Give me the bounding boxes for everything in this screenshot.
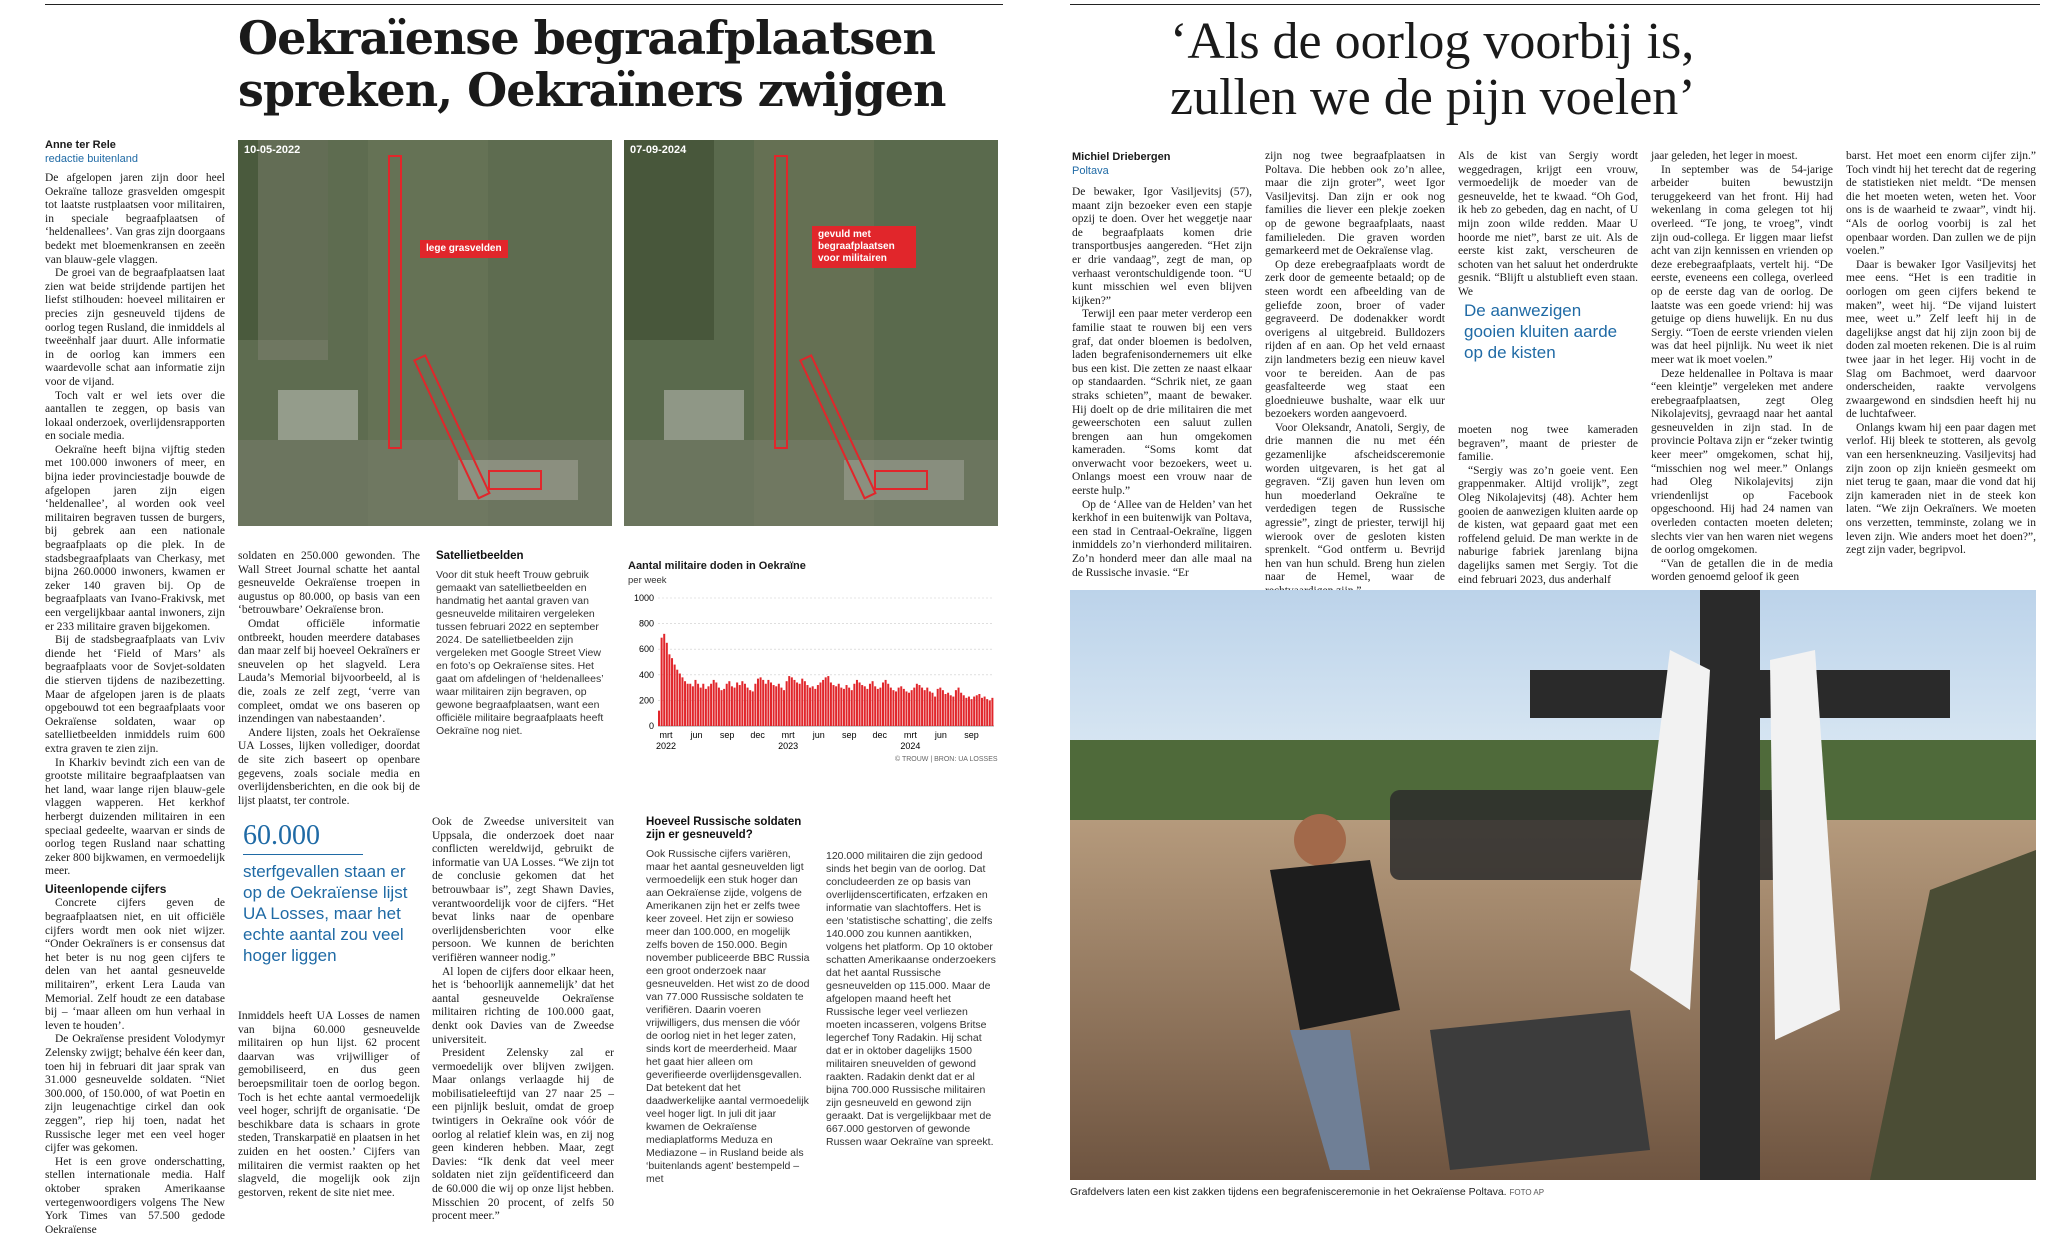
bar <box>671 658 673 726</box>
bar <box>978 694 980 726</box>
paragraph: Onlangs kwam hij een paar dagen met verlof. Hij bleek te stotteren, als gevolg van een hersenkneuzing. Vasiljevitsj had zijn zoon op zijn knieën gesmeekt om niet terug te gaan, maar die vond dat hij zijn kameraden niet in de steek kon laten. “We zijn Oekraïners. We moeten ons verzetten, temminste, zolang we in leven zijn. Wie anders moet het doen?”, zegt zijn vader, begripvol. <box>1846 421 2036 557</box>
photo-credit: FOTO AP <box>1509 1188 1545 1197</box>
article-column-2 <box>1265 150 1445 584</box>
x-tick-label: sep <box>964 730 979 740</box>
bar <box>718 688 720 726</box>
bar <box>879 688 881 726</box>
bar <box>960 693 962 726</box>
author-role: redactie buitenland <box>45 153 138 165</box>
bar <box>984 697 986 726</box>
paragraph: Toch valt er wel iets over die aantallen te zeggen, op basis van lokaal onderzoek, overlijdensrapporten en sociale media. <box>45 389 225 443</box>
paragraph: Het is een grove onderschatting, stellen internationale media. Half oktober spraken Amerikaanse vertegenwoordigers volgens The New York Times van 57.500 gedode Oekraïense <box>45 1155 225 1236</box>
bar <box>887 684 889 726</box>
bar <box>702 684 704 726</box>
bar <box>856 680 858 726</box>
bar <box>885 680 887 726</box>
bar <box>700 688 702 726</box>
bar <box>687 684 689 726</box>
bar <box>692 686 694 726</box>
paragraph: In september was de 54-jarige arbeider buiten bewustzijn teruggekeerd van het front. Hij had wekenlang in coma gelegen tot hij overleed. “Te jong, te vroeg”, vindt zijn oud-collega. Er liggen maar liefst acht van zijn kennissen en vrienden op deze erebegraafplaats, vertelt hij. “De eerste, eveneens een collega, overleed op de eerste dag van de oorlog. De laatste was een goede vriend: hij was getuige op diens huwelijk. En nu dus Sergiy. “Toen de eerste vrienden vielen was dat heel pijnlijk. Nu weet ik niet meer wat ik moet voelen.” <box>1651 163 1833 366</box>
article-column-3 <box>432 816 614 1223</box>
paragraph: moeten nog twee kameraden begraven”, maant de priester de familie. <box>1458 424 1638 464</box>
bar <box>710 684 712 726</box>
bar <box>721 690 723 726</box>
bar <box>905 691 907 726</box>
bar <box>976 695 978 726</box>
image-date: 07-09-2024 <box>630 144 687 156</box>
x-tick-label: mrt 2023 <box>778 730 799 751</box>
bar <box>916 684 918 726</box>
bar <box>723 689 725 726</box>
bar <box>937 689 939 726</box>
x-tick-label: mrt 2022 <box>655 730 677 751</box>
bar <box>757 679 759 726</box>
sidebar-title: Hoeveel Russische soldaten zijn er gesneuveld? <box>646 816 802 841</box>
bar <box>846 685 848 726</box>
author-location: Poltava <box>1072 165 1109 177</box>
pull-quote-text: sterfgevallen staan er op de Oekraïense lijst UA Losses, maar het echte aantal zou veel hoger liggen <box>243 862 408 965</box>
article-column-3 <box>1458 150 1638 298</box>
paragraph: Andere lijsten, zoals het Oekraïense UA Losses, lijken vollediger, doordat de site zich baseert op openbare gegevens, zoals sociale media en overlijdensberichten, en die ook bij de lijst plaatst, ter controle. <box>238 726 420 807</box>
bar <box>840 688 842 726</box>
bar <box>783 690 785 726</box>
bar <box>947 693 949 726</box>
bar <box>861 685 863 726</box>
highlight-strip <box>774 155 788 449</box>
article-column-4 <box>1651 150 1833 584</box>
bar <box>859 682 861 726</box>
paragraph: Voor Oleksandr, Anatoli, Sergiy, de drie mannen die nu met één gezamenlijke afscheidsceremonie worden uitgevaren, is het gat al gegraven. “Zij gaven hun leven om hun moederland Oekraïne te verdedigen tegen de Russische agressie”, zingt de priester, terwijl hij wierook over de gesloten kisten sprenkelt. “God ontferm u. Bevrijd hen van hun schuld. Breng hun zielen naar de Hemel, waar de <box>1265 421 1445 584</box>
bar <box>739 685 741 726</box>
sidebar-box-russia-a <box>646 816 810 1192</box>
bar <box>971 699 973 726</box>
y-tick-label: 600 <box>638 644 654 655</box>
bar <box>911 690 913 726</box>
bar <box>851 690 853 726</box>
bar <box>765 684 767 726</box>
article-column-3b <box>1458 424 1638 586</box>
bar <box>752 691 754 726</box>
paragraph: soldaten en 250.000 gewonden. The Wall Street Journal schatte het aantal gesneuvelde Oekraïense troepen in augustus op 80.000, op basis van een ‘betrouwbare’ Oekraïense bron. <box>238 550 420 617</box>
x-tick-label: jun <box>934 730 947 740</box>
bar <box>689 684 691 726</box>
bar <box>958 688 960 726</box>
bar <box>869 684 871 726</box>
paragraph: President Zelensky zal er vermoedelijk over blijven zwijgen. Maar onlangs verlaagde hij de mobilisatieleeftijd van 27 naar 25 – een pijnlijk besluit, omdat de groep twintigers in Oekraïne ook vóór de oorlog al relatief klein was, en zij nog geen kinderen hebben. Maar, zegt Davies: “Ik denk dat veel meer soldaten niet zijn geïdentificeerd dan de 60.000 die wij op onze lijst hebben. Misschien 20 procent, of zelfs 50 procent meer.” <box>432 1047 614 1223</box>
paragraph: De bewaker, Igor Vasiljevitsj (57), maant zijn bezoeker even een stapje opzij te doen. Over het weggetje naar de begraafplaats komen drie transportbusjes aangereden. “Het zijn er drie vandaag”, zegt de man, op verhaast verontschuldigende toon. “U kunt misschien wel even blijven kijken?” <box>1072 186 1252 307</box>
sidebar-text: 120.000 militairen die zijn gedood sinds het begin van de oorlog. Dat concludeerden ze op basis van overlijdenscertificaten, erfzaken en informatie van slachtoffers. Het is een ‘statistische schatting’, die zelfs 140.000 zou kunnen aantikken, volgens het platform. Op 10 oktober schatten Amerikaanse onderzoekers dat het aantal Russische gesneuvelden op 115.000. Maar de afgelopen maand heeft het Russische leger veel verliezen moeten incasseren, volgens Britse legerchef Tony Radakin. Hij schat dat er in oktober dagelijks 1500 militairen sneuvelden of gewond raakten. Radakin denkt dat er al bijna 700.000 Russische militairen zijn gesneuveld en gewond zijn geraakt. Dat is vergelijkbaar met de 667.000 gestorven of gewonde Russen waar Oekraïne van spreekt. <box>826 850 996 1148</box>
bar <box>684 681 686 726</box>
sidebar-text: Ook Russische cijfers variëren, maar het aantal gesneuvelden ligt vermoedelijk een stuk hoger dan aan Oekraïense zijde, volgens de Amerikanen zijn het er zelfs twee keer zoveel. Het zijn er sowieso meer dan 100.000, en mogelijk zelfs boven de 150.000. Begin november publiceerde BBC Russia een groot onderzoek naar gesneuvelden. Het wist zo de dood van 77.000 Russische soldaten te verifiëren. Daarin voeren vrijwilligers, dus mensen die vóór de oorlog niet in het leger zaten, sinds kort de meerderheid. Maar het gaat hier alleen om geverifieerde overlijdensgevallen. Dat betekent dat het daadwerkelijke aantal vermoedelijk veel hoger ligt. In juli dit jaar kwamen de Oekraïense mediaplatforms Meduza en Mediazone – in Rusland beide als ‘buitenlands agent’ bestempeld – met <box>646 848 810 1185</box>
bar <box>801 679 803 726</box>
chart-title: Aantal militaire doden in Oekraïne <box>628 560 806 572</box>
author-name: Michiel Driebergen <box>1072 151 1171 163</box>
x-tick-label: jun <box>812 730 825 740</box>
bar <box>812 686 814 726</box>
bar <box>804 681 806 726</box>
headline-line-1: ‘Als de oorlog voorbij is, <box>1170 13 1695 70</box>
article-column-5 <box>1846 150 2036 572</box>
bar <box>898 688 900 726</box>
bar <box>676 670 678 726</box>
y-tick-label: 400 <box>638 669 654 680</box>
page-gutter <box>1010 0 1030 1205</box>
satellite-image-after <box>624 140 998 526</box>
x-tick-label: sep <box>842 730 857 740</box>
bar <box>903 689 905 726</box>
bar <box>838 684 840 726</box>
paragraph: Omdat officiële informatie ontbreekt, houden meerdere databases dan maar zelf bij hoeveel Oekraïners er sneuvelen op het slagveld. Lera Lauda’s Memorial bijvoorbeeld, al is die, zoals ze zelf zegt, ‘verre van compleet, omdat we ons baseren op inzendingen van nabestaanden’. <box>238 617 420 726</box>
paragraph: jaar geleden, het leger in moest. <box>1651 150 1798 162</box>
paragraph: De afgelopen jaren zijn door heel Oekraïne talloze grasvelden omgespit tot laatste rustplaatsen voor militairen, in speciale begraafplaatsen of ‘heldenallees’. Van gras zijn doorgaans bedekt met bloemenkransen en zeeën van blauw-gele vlaggen. <box>45 172 226 266</box>
left-byline <box>45 138 225 166</box>
bar <box>788 676 790 726</box>
bar <box>747 688 749 726</box>
x-tick-label: jun <box>690 730 703 740</box>
annotation-label: lege grasvelden <box>420 240 508 258</box>
bar <box>825 677 827 726</box>
paragraph: Bij de stadsbegraafplaats van Lviv diende het ‘Field of Mars’ als begraafplaats voor de Sovjet-soldaten die stierven tijdens de nazibezetting. Maar de afgelopen jaren is de plaats opgebouwd tot een begraafplaats voor Oekraïense soldaten, waar op satellietbeelden inmiddels ruim 600 extra graven te zien zijn. <box>45 634 225 755</box>
paragraph: zijn nog twee begraafplaatsen in Poltava. Die hebben ook zo’n allee, maar die zijn groter”, weet Igor Vasiljevitsj. Dan zijn er ook nog families die liever een plekje zoeken op de gewone begraafplaats, naast familieleden. Die graven worden gemarkeerd met de Oekraïense vlag. <box>1265 150 1445 258</box>
bar <box>827 676 829 726</box>
funeral-photo <box>1070 590 2036 1180</box>
top-rule <box>45 4 1003 5</box>
bar <box>945 694 947 726</box>
right-headline <box>1170 14 1990 126</box>
sidebar-box-russia-b <box>826 850 996 1190</box>
article-column-1 <box>45 172 226 1236</box>
bar <box>864 686 866 726</box>
bar <box>791 677 793 726</box>
bar <box>726 684 728 726</box>
bar <box>989 700 991 726</box>
image-date: 10-05-2022 <box>244 144 301 156</box>
paragraph: Inmiddels heeft UA Losses de namen van bijna 60.000 gesneuvelde militairen op hun lijst. 62 procent daarvan was vrijwilliger of gemobiliseerd, en dus geen beroepsmilitair toen de oorlog begon. Toch is het echte aantal vermoedelijk veel hoger, schrijft de organisatie. ‘De beschikbare data is schaars in grote steden, Transkarpatië en plaatsen in het zuiden en het oosten.’ Cijfers van militairen die vermist raakten op het slagveld, die mogelijk ook zijn gestorven, rekent de site niet mee. <box>238 1010 420 1199</box>
bar <box>749 690 751 726</box>
bar <box>991 698 993 726</box>
bar <box>744 684 746 726</box>
chart-subtitle: per week <box>628 575 667 586</box>
left-page <box>0 0 1010 1236</box>
bar <box>767 680 769 726</box>
bar <box>734 688 736 726</box>
paragraph: Ook de Zweedse universiteit van Uppsala, die onderzoek doet naar conflicten wereldwijd, gebruikt de informatie van UA Losses. “We zijn tot de conclusie gekomen dat het betrouwbaar is”, zegt Shawn Davies, verantwoordelijk voor de cijfers. “Het bevat links naar de openbare overlijdensberichten voor elke persoon. We kunnen de berichten verifiëren wanneer nodig.” <box>432 816 614 964</box>
bar <box>770 682 772 726</box>
photo-illustration <box>1070 590 2036 1180</box>
right-page <box>1030 0 2060 1205</box>
bar <box>950 695 952 726</box>
paragraph: Op de ‘Allee van de Helden’ van het kerkhof in een buitenwijk van Poltava, een stad in Centraal-Oekraïne, liggen inmiddels zo’n vierhonderd militairen. Zo’n honderd meer dan alle maal na de Russische invasie. “Er <box>1072 498 1252 579</box>
bar <box>713 680 715 726</box>
satellite-image-before <box>238 140 612 526</box>
bar <box>806 685 808 726</box>
bar <box>877 689 879 726</box>
bar <box>668 654 670 726</box>
bar <box>707 686 709 726</box>
bar <box>918 685 920 726</box>
annotation-label: gevuld met begraafplaatsen voor militairen <box>812 226 916 268</box>
article-column-2 <box>238 550 420 812</box>
paragraph: Al lopen de cijfers door elkaar heen, het is ‘behoorlijk aannemelijk’ dat het aantal gesneuvelde Oekraïense militairen richting de 100.000 gaat, denkt ook Davies van de Zweedse universiteit. <box>432 965 614 1046</box>
satellite-texture <box>624 140 998 526</box>
bar <box>908 693 910 726</box>
bar <box>890 688 892 726</box>
bar <box>666 643 668 726</box>
bar <box>731 686 733 726</box>
bar <box>778 684 780 726</box>
bar <box>663 634 665 726</box>
bar <box>874 686 876 726</box>
bar <box>809 688 811 726</box>
satellite-texture <box>238 140 612 526</box>
paragraph: Op deze erebegraafplaats wordt de zerk door de gemeente betaald; op de steen wordt een afbeelding van de geliefde zoon, broer of vader gegraveerd. De dodenakker wordt overigens al uitgebreid. Bulldozers rijden af en aan. Op het veld ernaast zijn landmeters bezig een nieuw kavel voor te bereiden. Aan de pas geasfalteerde weg staat een gloednieuwe bushalte, waar elk uur bezoekers worden aangevoerd. <box>1265 258 1445 421</box>
bar <box>681 677 683 726</box>
paragraph: Oekraïne heeft bijna vijftig steden met 100.000 inwoners of meer, en bijna ieder provinciestadje bouwde de afgelopen jaren zijn eigen ‘heldenallee’, al worden ook veel militairen begraven tussen de burgers, bij gebrek aan een nationale begraafplaats op die plek. In de stadsbegraafplaats van Cherkasy, met bijna 260.0000 inwoners, kwamen er zeker 140 graven bij. Op de begraafplaats van Ivano-Frakivsk, met een vergelijkbaar aantal inwoners, zijn er 233 militaire graven bijgekomen. <box>45 443 225 633</box>
bar <box>736 682 738 726</box>
pull-quote <box>243 820 415 966</box>
paragraph: Als de kist van Sergiy wordt weggedragen, krijgt een vrouw, vermoedelijk de moeder van de gesneuvelde, het te kwaad. “Oh God, ik heb zo gebeden, dag en nacht, of U mijn zoon wilde redden. Maar U hoorde me niet”, barst ze uit. Als de eerste kist zakt, verscheuren de schoten van het saluut het onderdrukte gesnik. “Blijft u alstublieft even staan. We <box>1458 150 1638 298</box>
author-name: Anne ter Rele <box>45 139 116 151</box>
bar <box>679 674 681 726</box>
article-column-1 <box>1072 186 1252 579</box>
bar <box>963 695 965 726</box>
top-rule <box>1070 4 2040 5</box>
left-headline <box>238 12 998 116</box>
bar <box>822 680 824 726</box>
paragraph: De Oekraïense president Volodymyr Zelensky zwijgt; behalve één keer dan, toen hij in februari dit jaar sprak van 31.000 gesneuvelde soldaten. “Niet 300.000, of 150.000, of wat Poetin en zijn leugenachtige cirkel dan ook zeggen”, riep hij toen, nadat het Russische leger met een veel hoger cijfer was gekomen. <box>45 1033 225 1155</box>
bar <box>892 690 894 726</box>
bar <box>728 681 730 726</box>
sidebar-title: Satellietbeelden <box>436 550 524 562</box>
bar <box>715 682 717 726</box>
bar <box>773 685 775 726</box>
bar <box>658 711 660 726</box>
highlight-strip <box>488 470 542 490</box>
bar <box>973 697 975 726</box>
paragraph: Concrete cijfers geven de begraafplaatsen niet, en uit officiële cijfers wordt men ook niet wijzer. “Onder Oekraïners is er consensus dat het beter is nu nog geen cijfers te delen van het aantal gesneuvelde militairen”, erkent Lera Lauda van Memorial. Zelf houdt ze een database bij – ‘maar alleen om hun verhaal in leven te houden’. <box>45 897 225 1032</box>
paragraph: Daar is bewaker Igor Vasiljevitsj het mee eens. “Het is een traditie in oorlogen om geen cijfers bekend te maken”, weet hij. “De vijand luistert mee, weet u.” Zelf leeft hij in de dagelijkse angst dat hij zijn zoon bij de doden zal moeten rekenen. Die is al ruim twee jaar in het leger. Hij vocht in de Slag om Bachmoet, werd daarvoor onderscheiden, raakte vervolgens zwaargewond en sindsdien heeft hij nu de luchtafweer. <box>1846 258 2036 421</box>
bar-chart <box>626 590 1002 762</box>
bar <box>931 693 933 726</box>
bar <box>694 680 696 726</box>
bar <box>786 681 788 726</box>
section-heading: Uiteenlopende cijfers <box>45 881 167 896</box>
bar <box>986 699 988 726</box>
bar <box>913 688 915 726</box>
bar <box>926 688 928 726</box>
bar <box>939 688 941 726</box>
bar <box>814 689 816 726</box>
bar <box>661 638 663 726</box>
caption-text: Grafdelvers laten een kist zakken tijdens een begrafenisceremonie in het Oekraïense Poltava. <box>1070 1186 1507 1198</box>
bar <box>965 698 967 726</box>
bar <box>872 681 874 726</box>
bar <box>866 689 868 726</box>
paragraph: “Sergiy was zo’n goeie vent. Een grappenmaker. Altijd vrolijk”, zegt Oleg Nikolajevitsj (48). Achter hem gooien de aanwezigen kluiten aarde op de kisten, wat gepaard gaat met een roffelend geluid. De man werkte in de naburige fabriek jarenlang bijna dagelijks samen met Sergiy. Tot die eind februari 2023, dus anderhalf <box>1458 464 1638 586</box>
y-tick-label: 1000 <box>633 593 654 603</box>
bar <box>799 684 801 726</box>
bar <box>843 689 845 726</box>
bar <box>705 689 707 726</box>
bar <box>921 688 923 726</box>
headline-line-2: zullen we de pijn voelen’ <box>1170 69 1696 126</box>
bar <box>900 686 902 726</box>
highlight-strip <box>874 470 928 490</box>
headline-line-1: Oekraïense begraafplaatsen <box>238 11 935 65</box>
bar <box>697 684 699 726</box>
bar <box>793 680 795 726</box>
bar <box>895 691 897 726</box>
y-tick-label: 200 <box>638 695 654 706</box>
x-tick-label: dec <box>750 730 765 740</box>
bar <box>780 688 782 726</box>
x-tick-label: sep <box>719 730 735 740</box>
bar <box>760 677 762 726</box>
bar <box>674 665 676 726</box>
bar <box>853 684 855 726</box>
y-tick-label: 0 <box>648 721 654 731</box>
bar <box>817 685 819 726</box>
pull-quote-text: De aanwezigen gooien kluiten aarde op de kisten <box>1464 301 1618 362</box>
bar <box>955 690 957 726</box>
bar <box>830 682 832 726</box>
bar <box>796 682 798 726</box>
bar <box>968 697 970 726</box>
bar <box>754 684 756 726</box>
paragraph: barst. Het moet een enorm cijfer zijn.” Toch vindt hij het terecht dat de regering de statistieken niet meldt. “De mensen die het moeten weten, weten het. Voor ons is de waarheid te zwaar”, vindt hij. “Als de oorlog voorbij is zal het openbaar worden. Dan zullen we de pijn voelen.” <box>1846 150 2036 258</box>
bar <box>835 686 837 726</box>
pull-quote-number: 60.000 <box>243 820 363 855</box>
paragraph: “Van de getallen die in de media worden genoemd geloof ik geen <box>1651 557 1833 584</box>
paragraph: Deze heldenallee in Poltava is maar “een kleintje” vergeleken met andere erebegraafplaatsen, zegt Oleg Nikolajevitsj, gevraagd naar het aantal gesneuvelden in zijn stad. In de provincie Poltava zijn er “zeker twintig keer meer” omgekomen, schat hij, “misschien nog wel meer.” Onlangs had Oleg Nikolajevitsj zijn vriendenlijst op Facebook opgeschoond. Hij had 24 namen van overleden contacten moeten deleten; slechts vier van hen waren niet wegens de oorlog omgekomen. <box>1651 367 1833 557</box>
bar <box>882 682 884 726</box>
x-tick-label: mrt 2024 <box>900 730 921 751</box>
bar <box>762 680 764 726</box>
bar <box>924 690 926 726</box>
article-column-2b <box>238 1010 420 1199</box>
bar <box>833 685 835 726</box>
bar <box>929 691 931 726</box>
bar <box>934 697 936 726</box>
right-byline <box>1072 150 1252 178</box>
paragraph: De groei van de begraafplaatsen laat zien wat beide strijdende partijen het liefst stilhouden: hoeveel militairen er precies zijn gesneuveld tijdens de oorlog tegen Rusland, die inmiddels al tweeënhalf jaar duurt. Alle informatie in de oorlog kan immers een waardevolle schat aan informatie zijn voor de vijand. <box>45 267 225 388</box>
paragraph: Terwijl een paar meter verderop een familie staat te rouwen bij een vers graf, dat onder bloemen is bedolven, laden begrafenisondernemers uit elke bus een kist. Die zetten ze naast elkaar op standaarden. “Schrik niet, ze gaan straks schieten”, maant de bewaker. Hij doelt op de drie militairen die met geweerschoten een saluut zullen brengen aan hun omgekomen kameraden. “Soms komt dat onverwacht voor bezoekers, weet u. Onlangs moest een vrouw naar de eerste hulp.” <box>1072 308 1252 498</box>
x-tick-label: dec <box>872 730 888 740</box>
bar <box>848 688 850 726</box>
chart-source: © TROUW | BRON: UA LOSSES <box>895 756 998 763</box>
bar <box>741 681 743 726</box>
sidebar-box-satellite <box>436 550 612 790</box>
bar <box>952 697 954 726</box>
paragraph: In Kharkiv bevindt zich een van de grootste militaire begraafplaatsen van het land, waar lange rijen blauw-gele vlaggen wapperen. Het kerkhof herbergt duizenden militairen in een speciaal gedeelte, waarvan er sinds de oorlog tegen Rusland naar schatting zeker 800 bijkwamen, en vermoedelijk meer. <box>45 756 225 878</box>
sidebar-text: Voor dit stuk heeft Trouw gebruik gemaakt van satellietbeelden en handmatig het aantal graven van gesneuvelde militairen vergeleken tussen februari 2022 en september 2024. De satellietbeelden zijn vergeleken met Google Street View en foto’s op Oekraïense sites. Het gaat om afdelingen of ‘heldenallees’ waar militairen zijn begraven, op gewone begraafplaatsen, want een officiële militaire begraafplaats heeft Oekraïne nog niet. <box>436 569 604 737</box>
bar <box>942 690 944 726</box>
bar <box>819 682 821 726</box>
y-tick-label: 800 <box>638 618 654 629</box>
bar <box>775 686 777 726</box>
photo-caption <box>1070 1186 2036 1198</box>
highlight-strip <box>388 155 402 449</box>
headline-line-2: spreken, Oekraïners zwijgen <box>238 63 946 117</box>
bar <box>981 698 983 726</box>
